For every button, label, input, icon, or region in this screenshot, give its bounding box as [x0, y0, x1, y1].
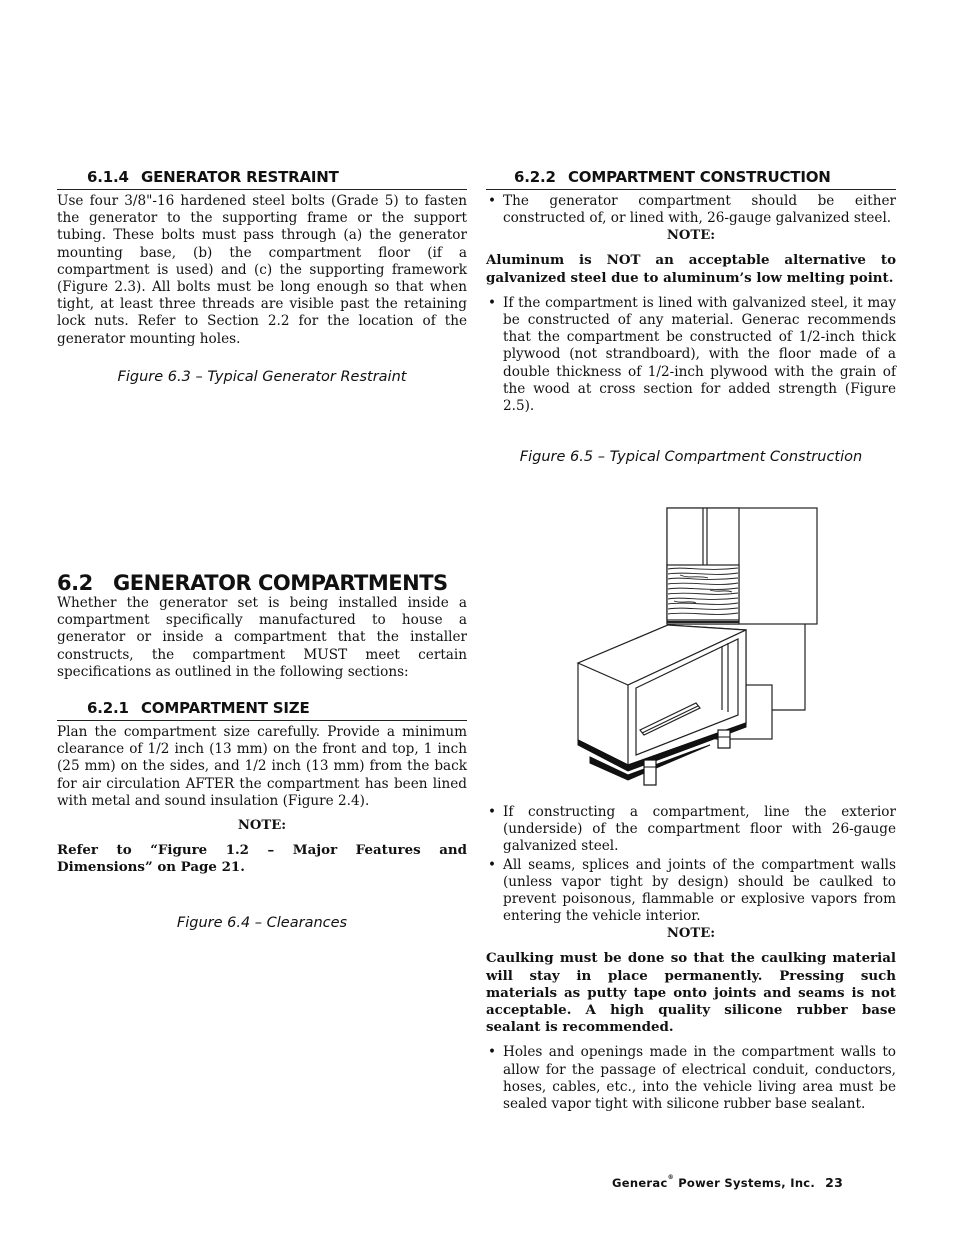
- footer-company: Generac: [612, 1176, 668, 1190]
- compartment-construction-illustration: [570, 505, 825, 790]
- list-item: • Holes and openings made in the compartment walls to allow for the passage of electrical conduit, conductors, hoses, cables, etc., into the vehicle living area must be sealed vapor tight with silicone rubber base sealant.: [488, 1044, 896, 1113]
- bullet-list: [486, 295, 896, 415]
- figure-caption-6-3: Figure 6.3 – Typical Generator Restraint: [117, 369, 407, 385]
- note-text: Aluminum is NOT an acceptable alternative to galvanized steel due to aluminum’s low melting point.: [486, 252, 896, 286]
- section-heading: 6.2 GENERATOR COMPARTMENTS: [57, 571, 448, 595]
- note-title: NOTE:: [237, 818, 287, 834]
- list-item: • All seams, splices and joints of the compartment walls (unless vapor tight by design) should be caulked to prevent poisonous, flammable or explosive vapors from entering the vehicle interior.: [488, 856, 896, 925]
- section-heading: 6.2.1 COMPARTMENT SIZE: [57, 699, 467, 721]
- construction-bullets: [486, 804, 896, 1113]
- bullet-list: [486, 1044, 896, 1113]
- section-6-2-2: [486, 168, 896, 415]
- section-heading: 6.1.4 GENERATOR RESTRAINT: [57, 168, 467, 190]
- figure-caption-6-4: Figure 6.4 – Clearances: [176, 915, 348, 931]
- note-title: NOTE:: [666, 228, 716, 244]
- note-text: Caulking must be done so that the caulking material will stay in place permanently. Pressing such materials as putty tape onto joints and seams is not acceptable. A high quality silicone rubber base sealant is recommended.: [486, 950, 896, 1036]
- figure-caption-6-5: Figure 6.5 – Typical Compartment Construction: [519, 449, 863, 465]
- section-6-1-4: [57, 168, 467, 348]
- section-6-2: [57, 571, 467, 681]
- wall-detail-panel: [667, 508, 817, 624]
- list-item: • If the compartment is lined with galvanized steel, it may be constructed of any material. Generac recommends that the compartment be constructed of 1/2-inch thick plywood (not strandboard), with the floor made of a double thickness of 1/2-inch plywood with the grain of the wood at cross section for added strength (Figure 2.5).: [488, 294, 896, 415]
- footer-company-rest: Power Systems, Inc.: [673, 1176, 816, 1190]
- section-body: Plan the compartment size carefully. Provide a minimum clearance of 1/2 inch (13 mm) on the front and top, 1 inch (25 mm) on the sides, and 1/2 inch (13 mm) from the back for air circulation AFTER the compartment has been lined with metal and sound insulation (Figure 2.4).: [57, 724, 467, 809]
- registered-mark: ®: [667, 1174, 674, 1181]
- note-title: NOTE:: [666, 926, 716, 942]
- section-heading: 6.2.2 COMPARTMENT CONSTRUCTION: [486, 168, 896, 190]
- section-body: Use four 3/8"-16 hardened steel bolts (Grade 5) to fasten the generator to the supporting frame or the support tubing. These bolts must pass through (a) the generator mounting base, (b) the compartment floor (if a compartment is used) and (c) the supporting framework (Figure 2.3). All bolts must be long enough so that when tight, at least three threads are visible past the retaining lock nuts. Refer to Section 2.2 for the location of the generator mounting holes.: [57, 193, 467, 347]
- page-footer: [612, 1175, 892, 1190]
- list-item: • If constructing a compartment, line the exterior (underside) of the compartment floor with 26-gauge galvanized steel.: [488, 804, 896, 855]
- list-item: • The generator compartment should be either constructed of, or lined with, 26-gauge galvanized steel.: [488, 193, 896, 227]
- section-body: Whether the generator set is being installed inside a compartment specifically manufactured to house a generator or inside a compartment that the installer constructs, the compartment MUST meet certain specifications as outlined in the following sections:: [57, 595, 467, 680]
- page-number: 23: [825, 1175, 844, 1190]
- bullet-list: [486, 193, 896, 227]
- note-text: Refer to “Figure 1.2 – Major Features and Dimensions” on Page 21.: [57, 842, 467, 876]
- bullet-list: [486, 804, 896, 925]
- section-6-2-1: [57, 699, 467, 876]
